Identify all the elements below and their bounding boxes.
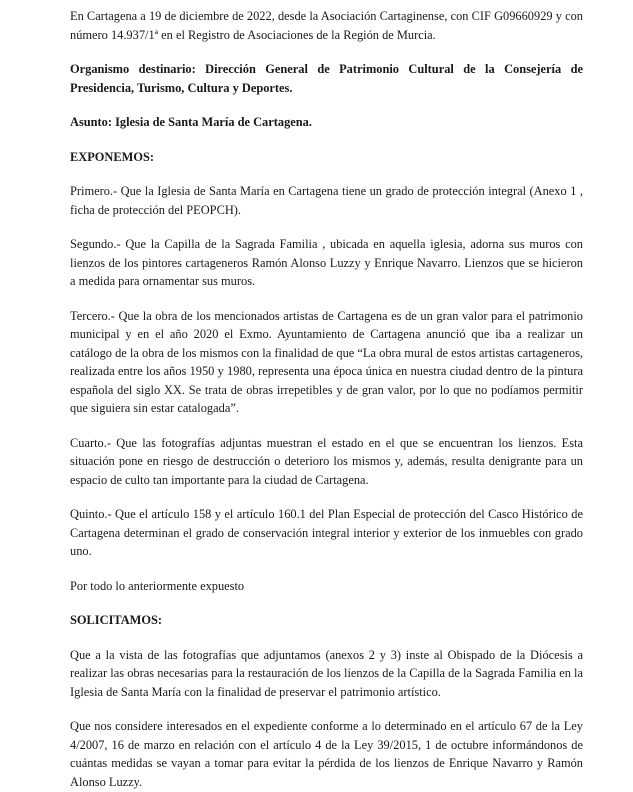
heading-solicitamos: SOLICITAMOS: <box>70 613 163 627</box>
paragraph-quinto: Quinto.- Que el artículo 158 y el artículo 160.1 del Plan Especial de protección del Casco Histórico de Cartagena determinan el grado de conservación integral interior y exterior de los inmuebles con grado uno. <box>70 507 583 558</box>
paragraph-por-todo: Por todo lo anteriormente expuesto <box>70 578 245 593</box>
paragraph-primero: Primero.- Que la Iglesia de Santa María en Cartagena tiene un grado de protección integral (Anexo 1 , ficha de protección del PEOPCH). <box>70 184 583 217</box>
document-body <box>70 7 583 791</box>
paragraph-date-sender: En Cartagena a 19 de diciembre de 2022, desde la Asociación Cartaginense, con CIF G09660929 y con número 14.937/1ª en el Registro de Asociaciones de la Región de Murcia. <box>70 9 583 42</box>
paragraph-solicitud-restauracion: Que a la vista de las fotografías que adjuntamos (anexos 2 y 3) inste al Obispado de la Diócesis a realizar las obras necesarias para la restauración de los lienzos de la Capilla de la Sagrada Familia en la Iglesia de Santa María con la finalidad de preservar el patrimonio artístico. <box>70 647 583 699</box>
paragraph-cuarto: Cuarto.- Que las fotografías adjuntas muestran el estado en el que se encuentran los lienzos. Esta situación pone en riesgo de destrucción o deterioro los mismos y, además, resulta denigrante para un espacio de culto tan importante para la ciudad de Cartagena. <box>70 435 583 487</box>
paragraph-organismo-destinario: Organismo destinario: Dirección General de Patrimonio Cultural de la Consejería de Presidencia, Turismo, Cultura y Deportes. <box>70 62 583 95</box>
heading-exponemos: EXPONEMOS: <box>70 149 154 164</box>
paragraph-solicitud-interesados: Que nos considere interesados en el expediente conforme a lo determinado en el artículo 67 de la Ley 4/2007, 16 de marzo en relación con el artículo 4 de la Ley 39/2015, 1 de octubre informándonos de cuántas medidas se vayan a tomar para evitar la pérdida de los lienzos de Enrique Navarro y Ramón Alonso Luzzy. <box>70 719 583 789</box>
paragraph-segundo: Segundo.- Que la Capilla de la Sagrada Familia , ubicada en aquella iglesia, adorna sus muros con lienzos de los pintores cartageneros Ramón Alonso Luzzy y Enrique Navarro. Lienzos que se hicieron a medida para ornamentar sus muros. <box>70 237 583 288</box>
paragraph-tercero: Tercero.- Que la obra de los mencionados artistas de Cartagena es de un gran valor para el patrimonio municipal y en el año 2020 el Exmo. Ayuntamiento de Cartagena anunció que iba a realizar un catálogo de la obra de los mismos con la finalidad de que “La obra mural de estos artistas cartageneros, realizada entre los años 1950 y 1980, representa una época única en nuestra ciudad dentro de la pintura española del siglo XX. Se trata de obras irrepetibles y de gran valor, por lo que no podíamos permitir que siguiera sin estar catalogada”. <box>70 308 583 415</box>
paragraph-asunto: Asunto: Iglesia de Santa María de Cartagena. <box>70 115 312 129</box>
